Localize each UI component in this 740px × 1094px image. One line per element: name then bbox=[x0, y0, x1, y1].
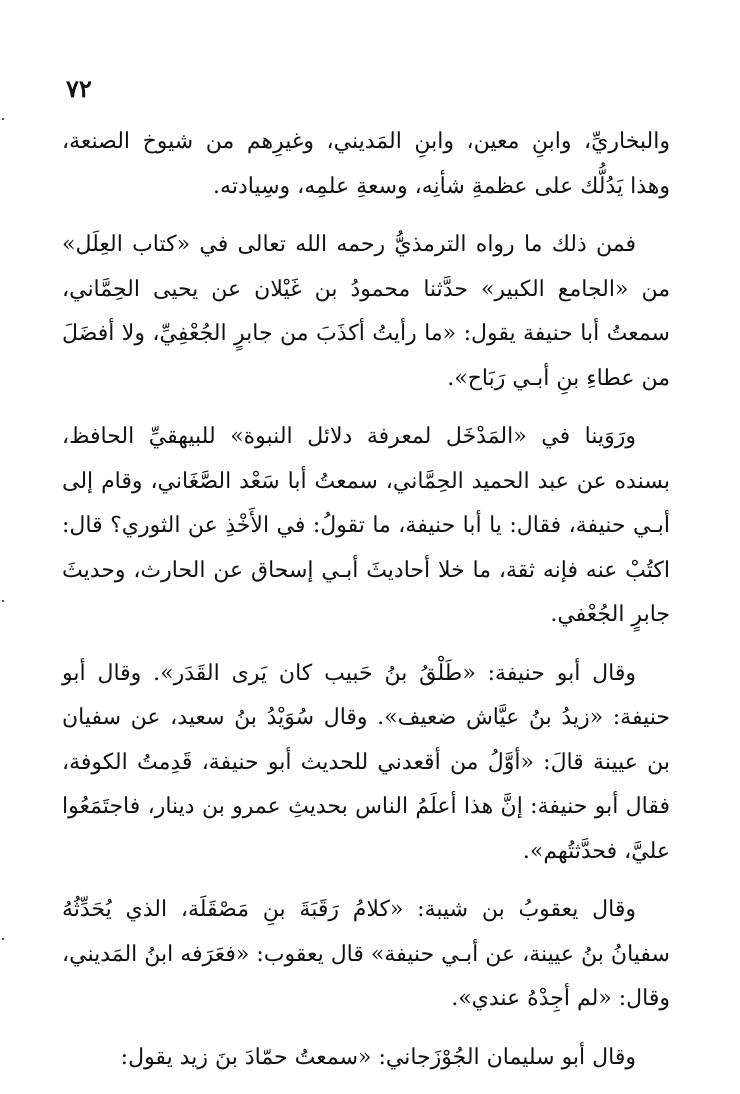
paragraph-3: ورَوَينا في «المَدْخَل لمعرفة دلائل النبوة» للبيهقيِّ الحافظ، بسنده عن عبد الحميد الحِمَّاني، سمعتُ أبا سَعْد الصَّغَاني، وقام إلى أبـي حنيفة، فقال: يا أبا حنيفة، ما تقولُ: في الأَخْذِ عن الثوري؟ قال: اكتُبْ عنه فإنه ثقة، ما خلا أحاديثَ أبـي إسحاق عن الحارث، وحديثَ جابرٍ الجُعْفي. bbox=[62, 424, 670, 627]
margin-mark bbox=[2, 938, 4, 940]
paragraph-1: والبخاريِّ، وابنِ معين، وابنِ المَديني، وغيرِهم من شيوخ الصنعة، وهذا يَدُلُّك على عظمةِ شأنِه، وسعةِ علمِه، وسِيادته. bbox=[62, 129, 670, 199]
margin-mark bbox=[2, 600, 4, 602]
paragraph-5: وقال يعقوبُ بن شيبة: «كلامُ رَقَبَةَ بنِ مَصْقَلَة، الذي يُحَدِّثُهُ سفيانُ بنُ عيينة، عن أبـي حنيفة» قال يعقوب: «فعَرَفه ابنُ المَديني، وقال: «لم أجِدْهُ عندي». bbox=[62, 897, 670, 1011]
paragraph-6: وقال أبو سليمان الجُوْزَجاني: «سمعتُ حمّادَ بنَ زيد يقول: bbox=[120, 1044, 636, 1070]
paragraph-2: فمن ذلك ما رواه الترمذيُّ رحمه الله تعالى في «كتاب العِلَل» من «الجامع الكبير» حدَّثنا محمودُ بن غَيْلان عن يحيى الحِمَّاني، سمعتُ أبا حنيفة يقول: «ما رأيتُ أكذَبَ من جابرٍ الجُعْفِيِّ، ولا أفضَلَ من عطاءِ بنِ أبـي رَبَاح». bbox=[62, 232, 670, 391]
margin-mark bbox=[2, 118, 4, 120]
paragraph-4: وقال أبو حنيفة: «طَلْقُ بنُ حَبيب كان يَرى القَدَر». وقال أبو حنيفة: «زيدُ بنُ عيَّاش ضعيف». وقال سُوَيْدُ بنُ سعيد، عن سفيان بن عيينة قالَ: «أوَّلُ من أقعدني للحديث أبو حنيفة، قَدِمتُ الكوفة، فقال أبو حنيفة: إنَّ هذا أعلَمُ الناس بحديثِ عمرو بن دينار، فاجتَمَعُوا عليَّ، فحدَّثتُهم». bbox=[62, 660, 670, 864]
page-body bbox=[62, 120, 670, 1094]
page-number: ٧٢ bbox=[66, 74, 92, 103]
